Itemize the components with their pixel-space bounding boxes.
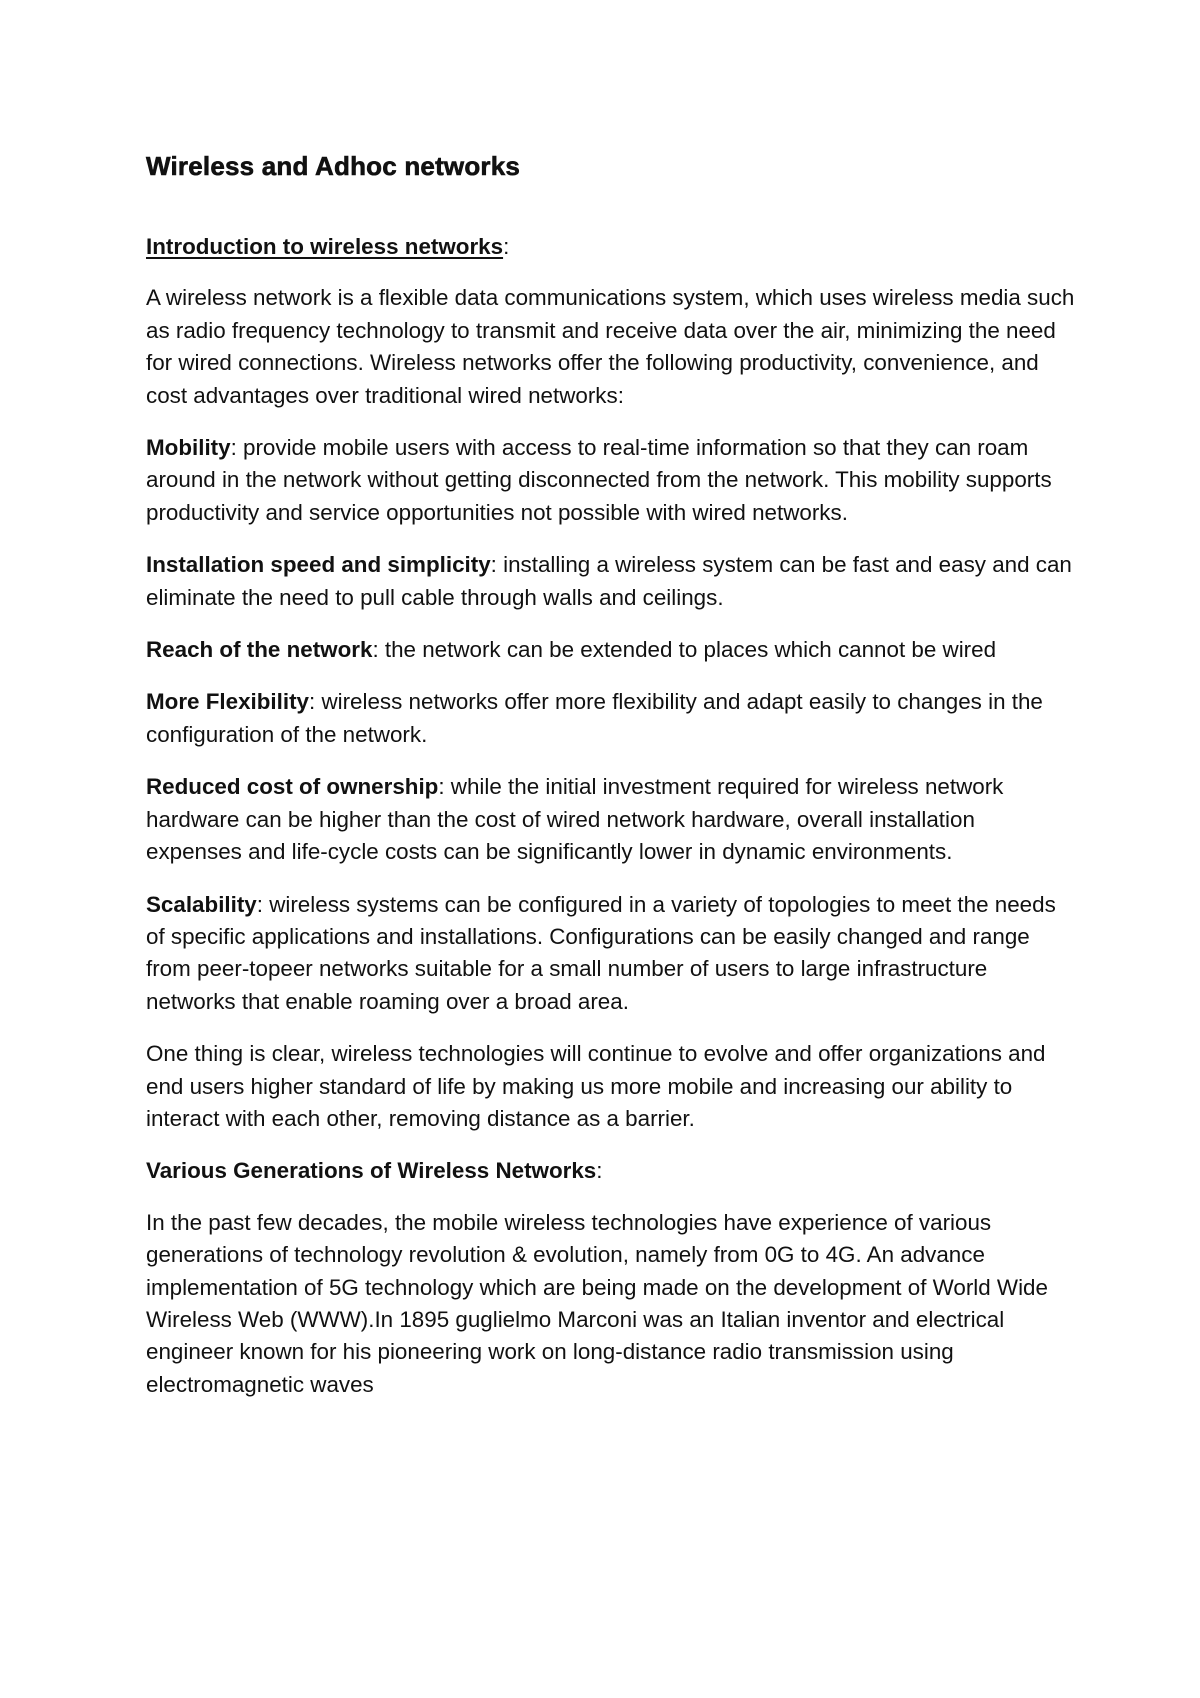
advantage-text: : wireless systems can be configured in a variety of topologies to meet the needs of specific applications and installations. Configurations can be easily changed and range from peer-topeer networks suitable for a small number of users to large infrastructure networks that enable roaming over a broad area. (146, 891, 1056, 1014)
advantage-text: : the network can be extended to places which cannot be wired (372, 637, 997, 663)
advantage-term: Reduced cost of ownership (146, 774, 439, 800)
advantage-paragraph (146, 771, 1076, 868)
intro-paragraph: A wireless network is a flexible data communications system, which uses wireless media such as radio frequency technology to transmit and receive data over the air, minimizing the need for wired connections. Wireless networks offer the following productivity, convenience, and cost advantages over traditional wired networks: (146, 285, 1075, 408)
advantage-paragraph (146, 686, 1076, 751)
generations-heading-text: Various Generations of Wireless Networks (146, 1158, 597, 1184)
advantage-text: : installing a wireless system can be fast and easy and can eliminate the need to pull cable through walls and ceilings. (146, 552, 1072, 610)
conclusion-paragraph: One thing is clear, wireless technologies will continue to evolve and offer organizations and end users higher standard of life by making us more mobile and increasing our ability to interact with each other, removing distance as a barrier. (146, 1041, 1046, 1131)
advantage-text: : wireless networks offer more flexibility and adapt easily to changes in the configuration of the network. (146, 689, 1043, 747)
advantage-term: Mobility (146, 435, 231, 461)
document-title: Wireless and Adhoc networks (146, 151, 521, 181)
advantage-paragraph (146, 549, 1076, 614)
generations-heading-colon: : (596, 1158, 603, 1184)
advantage-paragraph (146, 432, 1076, 529)
advantage-term: More Flexibility (146, 689, 309, 715)
intro-heading (146, 231, 1076, 263)
generations-paragraph: In the past few decades, the mobile wireless technologies have experience of various generations of technology revolution & evolution, namely from 0G to 4G. An advance implementation of 5G technology which are being made on the development of World Wide Wireless Web (WWW).In 1895 guglielmo Marconi was an Italian inventor and electrical engineer known for his pioneering work on long-distance radio transmission using electromagnetic waves (146, 1209, 1048, 1397)
intro-heading-colon: : (503, 234, 510, 259)
intro-heading-text: Introduction to wireless networks (146, 234, 504, 259)
advantage-term: Scalability (146, 891, 257, 917)
advantage-paragraph (146, 889, 1076, 1019)
document-body (146, 150, 1076, 1421)
advantage-text: : provide mobile users with access to real-time information so that they can roam around in the network without getting disconnected from the network. This mobility supports productivity and service opportunities not possible with wired networks. (146, 435, 1052, 525)
generations-heading (146, 1155, 1076, 1187)
advantage-term: Installation speed and simplicity (146, 552, 491, 578)
advantage-text: : while the initial investment required for wireless network hardware can be higher than the cost of wired network hardware, overall installation expenses and life-cycle costs can be significantly lower in dynamic environments. (146, 774, 1004, 865)
advantage-term: Reach of the network (146, 637, 373, 663)
advantage-paragraph (146, 634, 1076, 666)
